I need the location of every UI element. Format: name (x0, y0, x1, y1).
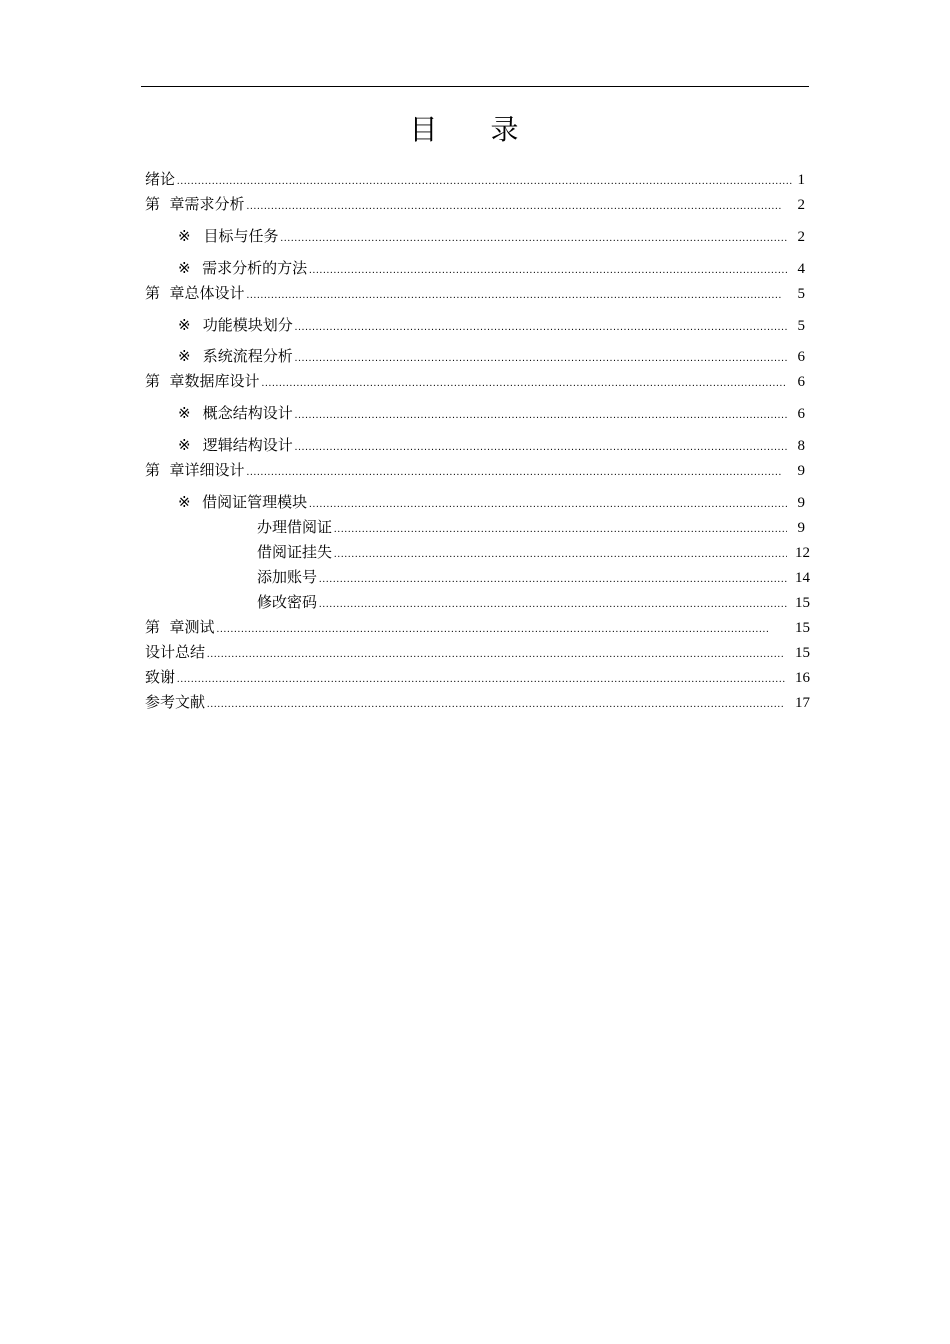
toc-entry-page: 12 (795, 545, 810, 561)
toc-entry-label: 办理借阅证 (257, 518, 333, 536)
toc-entry-page: 9 (797, 495, 805, 511)
toc-entry-label: 概念结构设计 (202, 404, 293, 422)
toc-entry-page: 15 (795, 620, 810, 636)
toc-entry-label: 修改密码 (257, 593, 318, 611)
dot-leader (247, 286, 781, 306)
chapter-prefix: 第 章 (145, 461, 185, 479)
dot-leader (262, 374, 785, 394)
toc-entry-page: 14 (795, 570, 810, 586)
toc-entry-subsection[interactable] (257, 592, 810, 612)
toc-entry-page: 15 (795, 595, 810, 611)
reference-mark-icon: ※ (178, 493, 191, 511)
toc-entry-chapter[interactable] (145, 371, 805, 391)
dot-leader (295, 349, 787, 369)
toc-entry-page: 2 (797, 229, 805, 245)
dot-leader (295, 406, 787, 426)
dot-leader (309, 495, 787, 515)
toc-entry-label: 借阅证管理模块 (202, 493, 308, 511)
toc-entry-page: 5 (797, 286, 805, 302)
chapter-prefix: 第 章 (145, 372, 185, 390)
toc-entry-section[interactable] (178, 403, 805, 423)
dot-leader (247, 197, 781, 217)
toc-entry-section[interactable] (178, 315, 805, 335)
toc-entry-label: 总体设计 (184, 284, 245, 302)
dot-leader (319, 570, 787, 590)
toc-entry-summary[interactable] (145, 642, 810, 662)
reference-mark-icon: ※ (178, 404, 191, 422)
toc-entry-page: 16 (795, 670, 810, 686)
toc-entry-page: 6 (797, 406, 805, 422)
dot-leader (281, 229, 787, 249)
toc-entry-label: 设计总结 (145, 643, 206, 661)
dot-leader (319, 595, 787, 615)
toc-entry-page: 2 (797, 197, 805, 213)
toc-entry-references[interactable] (145, 692, 810, 712)
toc-entry-label: 绪论 (145, 170, 176, 188)
dot-leader (207, 645, 785, 665)
reference-mark-icon: ※ (178, 347, 191, 365)
toc-entry-chapter[interactable] (145, 617, 810, 637)
toc-entry-subsection[interactable] (257, 517, 805, 537)
toc-entry-subsection[interactable] (257, 542, 810, 562)
toc-entry-page: 15 (795, 645, 810, 661)
toc-entry-section[interactable] (178, 226, 805, 246)
reference-mark-icon: ※ (178, 259, 191, 277)
dot-leader (207, 695, 785, 715)
toc-entry-label: 测试 (184, 618, 215, 636)
toc-entry-label: 借阅证挂失 (257, 543, 333, 561)
toc-entry-label: 目标与任务 (203, 227, 279, 245)
toc-entry-chapter[interactable] (145, 460, 805, 480)
toc-entry-label: 需求分析的方法 (202, 259, 308, 277)
toc-entry-section[interactable] (178, 492, 805, 512)
chapter-prefix: 第 章 (145, 195, 185, 213)
dot-leader (247, 463, 781, 483)
reference-mark-icon: ※ (178, 316, 191, 334)
toc-entry-intro[interactable] (145, 169, 805, 189)
toc-entry-page: 5 (797, 318, 805, 334)
reference-mark-icon: ※ (178, 227, 191, 245)
toc-entry-section[interactable] (178, 258, 805, 278)
toc-entry-label: 参考文献 (145, 693, 206, 711)
dot-leader (177, 670, 785, 690)
toc-entry-page: 8 (797, 438, 805, 454)
toc-entry-page: 9 (797, 463, 805, 479)
toc-entry-subsection[interactable] (257, 567, 810, 587)
toc-entry-page: 6 (797, 349, 805, 365)
toc-entry-label: 详细设计 (184, 461, 245, 479)
toc-entry-page: 4 (797, 261, 805, 277)
dot-leader (309, 261, 787, 281)
reference-mark-icon: ※ (178, 436, 191, 454)
toc-entry-label: 需求分析 (184, 195, 245, 213)
toc-entry-section[interactable] (178, 346, 805, 366)
toc-entry-page: 17 (795, 695, 810, 711)
toc-entry-page: 1 (797, 172, 805, 188)
toc-entry-label: 致谢 (145, 668, 176, 686)
chapter-prefix: 第 章 (145, 284, 185, 302)
dot-leader (334, 545, 787, 565)
chapter-prefix: 第 章 (145, 618, 185, 636)
toc-entry-label: 逻辑结构设计 (202, 436, 293, 454)
toc-entry-chapter[interactable] (145, 283, 805, 303)
toc-entry-acknowledgement[interactable] (145, 667, 810, 687)
toc-entry-page: 6 (797, 374, 805, 390)
toc-entry-chapter[interactable] (145, 194, 805, 214)
dot-leader (295, 438, 787, 458)
dot-leader (217, 620, 769, 640)
toc-entry-label: 数据库设计 (184, 372, 260, 390)
toc-title: 目 录 (409, 113, 541, 146)
toc-entry-label: 功能模块划分 (202, 316, 293, 334)
toc-entry-label: 系统流程分析 (202, 347, 293, 365)
toc-entry-section[interactable] (178, 435, 805, 455)
dot-leader (334, 520, 787, 540)
toc-entry-page: 9 (797, 520, 805, 536)
dot-leader (177, 172, 793, 192)
toc-entry-label: 添加账号 (257, 568, 318, 586)
dot-leader (295, 318, 787, 338)
